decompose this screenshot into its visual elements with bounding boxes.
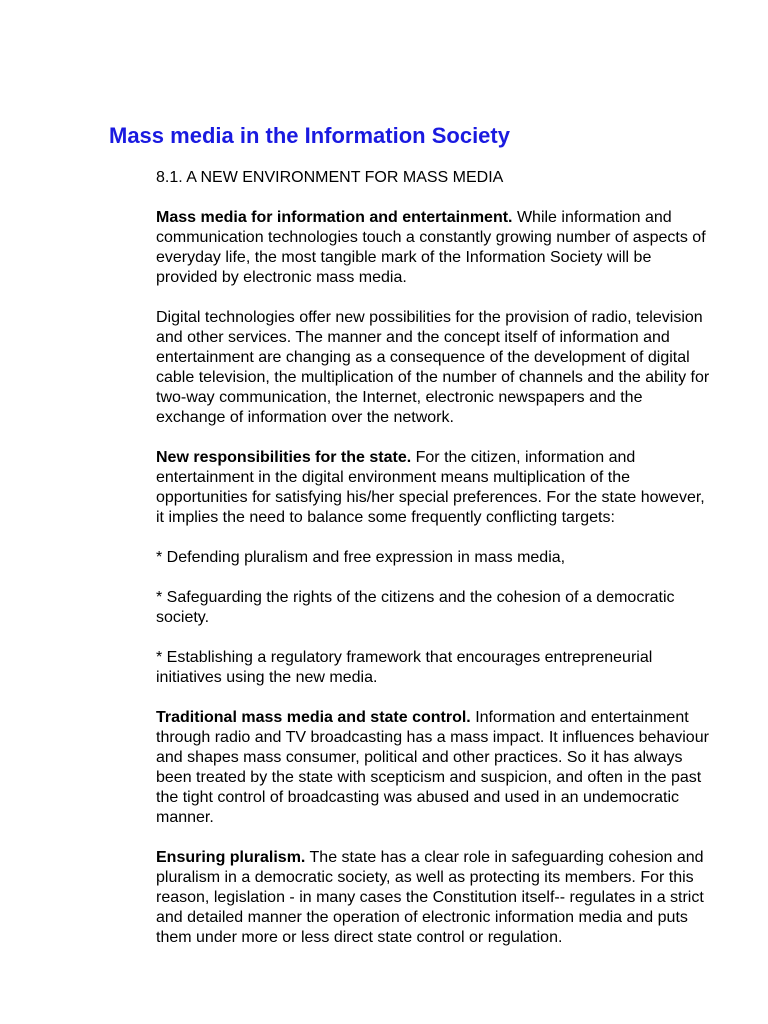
list-item-text: * Safeguarding the rights of the citizens and the cohesion of a democratic society. bbox=[156, 589, 675, 626]
document-title: Mass media in the Information Society bbox=[109, 123, 510, 148]
paragraph-text: The state has a clear role in safeguarding cohesion and pluralism in a democratic society, as well as protecting its members. For this reason, legislation - in many cases the Constitution itself-- regulates in a strict and detailed manner the operation of electronic information media and puts them under more or less direct state control or regulation. bbox=[156, 849, 704, 946]
section-heading: 8.1. A NEW ENVIRONMENT FOR MASS MEDIA bbox=[156, 169, 504, 186]
list-item-regulatory-framework bbox=[156, 648, 716, 688]
paragraph-state-responsibilities bbox=[156, 448, 716, 528]
paragraph-mass-media bbox=[156, 208, 716, 288]
paragraph-lead: Ensuring pluralism. bbox=[156, 849, 306, 866]
paragraph-text: While information and communication technologies touch a constantly growing number of aspects of everyday life, the most tangible mark of the Information Society will be provided by electronic mass media. bbox=[156, 209, 706, 286]
paragraph-text: For the citizen, information and entertainment in the digital environment means multiplication of the opportunities for satisfying his/her special preferences. For the state however, it implies the need to balance some frequently conflicting targets: bbox=[156, 449, 705, 526]
paragraph-text: Information and entertainment through radio and TV broadcasting has a mass impact. It influences behaviour and shapes mass consumer, political and other practices. So it has always been treated by the state with scepticism and suspicion, and often in the past the tight control of broadcasting was abused and used in an undemocratic manner. bbox=[156, 709, 709, 826]
paragraph-text: Digital technologies offer new possibilities for the provision of radio, television and other services. The manner and the concept itself of information and entertainment are changing as a consequence of the development of digital cable television, the multiplication of the number of channels and the ability for two-way communication, the Internet, electronic newspapers and the exchange of information over the network. bbox=[156, 309, 710, 426]
paragraph-lead: New responsibilities for the state. bbox=[156, 449, 412, 466]
paragraph-state-control bbox=[156, 708, 716, 828]
paragraph-lead: Traditional mass media and state control. bbox=[156, 709, 471, 726]
list-item-citizen-rights bbox=[156, 588, 716, 628]
document-body bbox=[156, 168, 716, 968]
paragraph-lead: Mass media for information and entertainment. bbox=[156, 209, 513, 226]
paragraph-ensuring-pluralism bbox=[156, 848, 716, 948]
list-item-text: * Defending pluralism and free expression in mass media, bbox=[156, 549, 566, 566]
paragraph-digital-technologies bbox=[156, 308, 716, 428]
list-item-text: * Establishing a regulatory framework that encourages entrepreneurial initiatives using the new media. bbox=[156, 649, 653, 686]
list-item-pluralism bbox=[156, 548, 716, 568]
